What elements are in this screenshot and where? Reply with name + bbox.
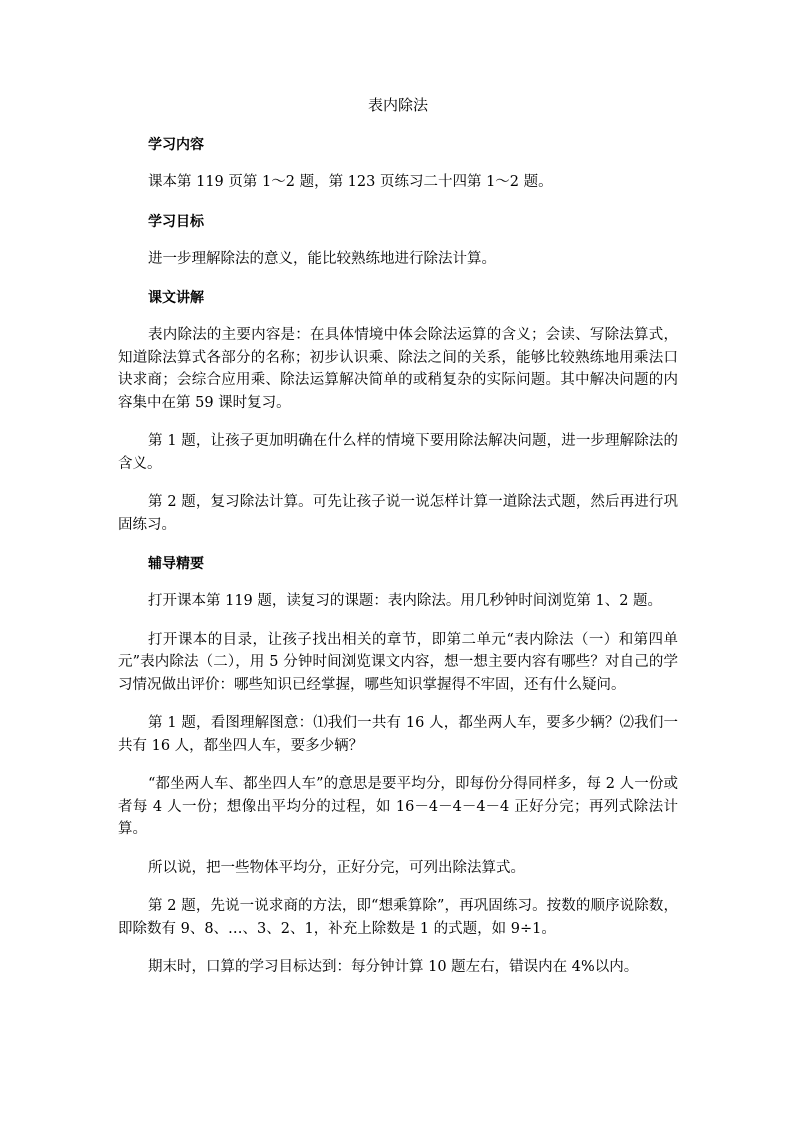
paragraph: 打开课本的目录，让孩子找出相关的章节，即第二单元“表内除法（一）和第四单元”表内除法（二），用 5 分钟时间浏览课文内容，想一想主要内容有哪些？对自己的学习情况做出评价：哪些知识已经掌握，哪些知识掌握得不牢固，还有什么疑问。 [118, 631, 678, 693]
document-title: 表内除法 [367, 96, 428, 114]
document-page [118, 93, 678, 995]
paragraph: 第 2 题，先说一说求商的方法，即“想乘算除”，再巩固练习。按数的顺序说除数，即除数有 9、8、…、3、2、1，补充上除数是 1 的式题，如 9÷1。 [118, 898, 678, 937]
paragraph: 进一步理解除法的意义，能比较熟练地进行除法计算。 [148, 250, 496, 267]
section-heading-guidance: 辅导精要 [148, 556, 204, 572]
paragraph: 所以说，把一些物体平均分，正好分完，可列出除法算式。 [148, 859, 525, 876]
paragraph: 第 2 题，复习除法计算。可先让孩子说一说怎样计算一道除法式题，然后再进行巩固练习。 [118, 494, 678, 533]
section-heading-content: 学习内容 [148, 137, 204, 153]
paragraph: 第 1 题，让孩子更加明确在什么样的情境下要用除法解决问题，进一步理解除法的含义。 [118, 433, 678, 472]
paragraph: 课本第 119 页第 1～2 题，第 123 页练习二十四第 1～2 题。 [148, 174, 553, 190]
section-heading-goals: 学习目标 [148, 213, 204, 230]
paragraph: 表内除法的主要内容是：在具体情境中体会除法运算的含义；会读、写除法算式，知道除法算式各部分的名称；初步认识乘、除法之间的关系，能够比较熟练地用乘法口诀求商；会综合应用乘、除法运算解决简单的或稍复杂的实际问题。其中解决问题的内容集中在第 59 课时复习。 [118, 327, 678, 411]
paragraph: “都坐两人车、都坐四人车”的意思是要平均分，即每份分得同样多，每 2 人一份或者每 4 人一份；想像出平均分的过程，如 16－4－4－4－4 正好分完；再列式除法计算。 [118, 776, 678, 837]
section-heading-explanation: 课文讲解 [148, 290, 204, 306]
paragraph: 第 1 题，看图理解图意：⑴我们一共有 16 人，都坐两人车，要多少辆？⑵我们一共有 16 人，都坐四人车，要多少辆？ [118, 715, 678, 754]
paragraph: 打开课本第 119 题，读复习的课题：表内除法。用几秒钟时间浏览第 1、2 题。 [148, 593, 663, 609]
paragraph: 期末时，口算的学习目标达到：每分钟计算 10 题左右，错误内在 4%以内。 [148, 959, 639, 975]
